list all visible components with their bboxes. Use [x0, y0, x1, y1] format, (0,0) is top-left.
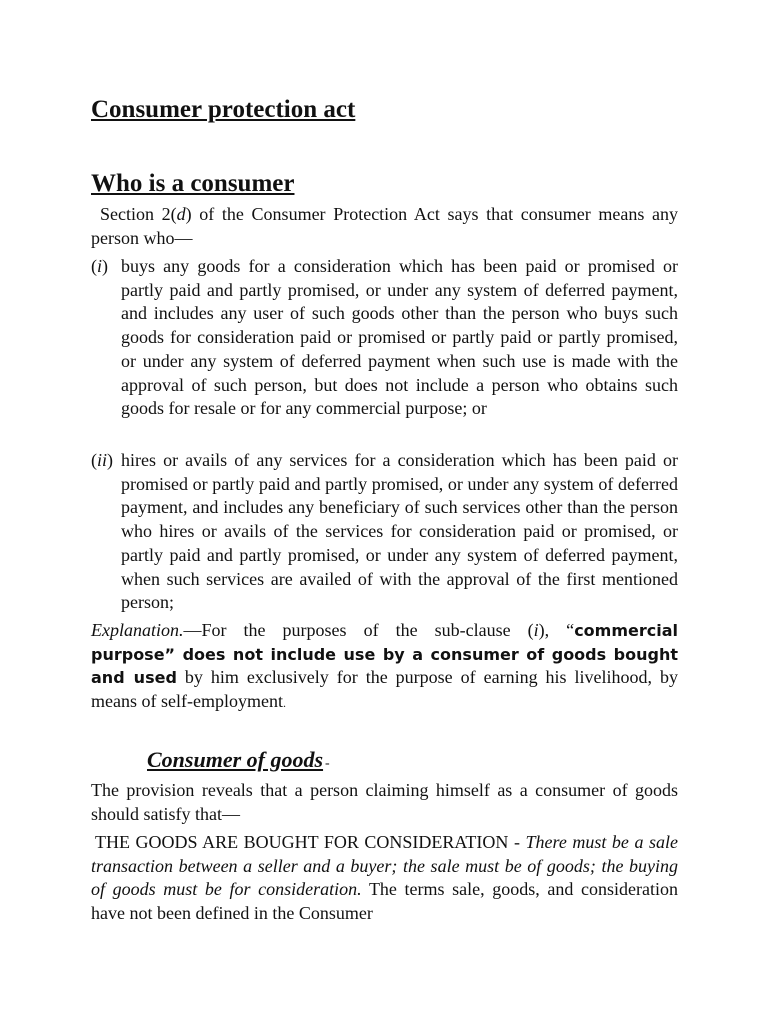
goods-italic-text: There must be a sale transaction between a seller and a buyer; the sale must be of goods; the buying of goods must be for consideration. — [91, 832, 678, 900]
intro-paragraph — [91, 203, 678, 250]
goods-rest-text: The terms sale, goods, and consideration have not been defined in the Consumer — [91, 879, 678, 924]
goods-caps-text: THE GOODS ARE BOUGHT FOR CONSIDERATION - — [95, 832, 526, 852]
explanation-paragraph — [91, 619, 678, 716]
explanation-label: Explanation. — [91, 620, 184, 640]
subheading-text: Consumer of goods — [147, 747, 324, 772]
subheading-dash: - — [325, 756, 330, 771]
intro-text-1: Section 2( — [100, 204, 177, 224]
section-heading-who-is-consumer: Who is a consumer — [91, 170, 295, 197]
document-title: Consumer protection act — [91, 96, 356, 123]
explanation-text-3: by him exclusively for the purpose of earning his livelihood, by means of self-employment — [91, 667, 678, 712]
intro-text-2: ) of the Consumer Protection Act says that consumer means any person who— — [91, 204, 678, 248]
provision-text: The provision reveals that a person claiming himself as a consumer of goods should satisfy that— — [91, 780, 678, 824]
clause-marker-ii: (ii) — [91, 450, 114, 470]
provision-paragraph — [91, 779, 678, 826]
explanation-text-2: ), “ — [538, 620, 575, 640]
clause-item-i — [91, 255, 678, 421]
explanation-clause-ref: i — [533, 620, 539, 640]
explanation-end-period: . — [282, 696, 286, 711]
goods-paragraph — [91, 831, 678, 926]
clause-item-ii — [91, 449, 678, 615]
intro-clause-letter: d — [176, 204, 186, 224]
subheading-consumer-of-goods — [147, 749, 330, 771]
clause-text-ii: hires or avails of any services for a consideration which has been paid or promised or partly paid and partly promised, or under any system of deferred payment, and includes any beneficiary of such services other than the person who hires or avails of the services for consideration paid or promised, or partly paid and partly promised, or under any system of deferred payment, when such services are availed of with the approval of the first mentioned person; — [121, 450, 678, 613]
explanation-bold-text: commercial purpose” does not include use by a consumer of goods bought and used — [91, 621, 678, 688]
clause-text-i: buys any goods for a consideration which has been paid or promised or partly paid and partly promised, or under any system of deferred payment, and includes any user of such goods other than the person who buys such goods for consideration paid or promised or partly paid or partly promised, or under any system of deferred payment when such use is made with the approval of such person, but does not include a person who obtains such goods for resale or for any commercial purpose; or — [121, 256, 678, 419]
explanation-text-1: —For the purposes of the sub-clause ( — [183, 620, 534, 640]
clause-marker-i: (i) — [91, 256, 109, 276]
